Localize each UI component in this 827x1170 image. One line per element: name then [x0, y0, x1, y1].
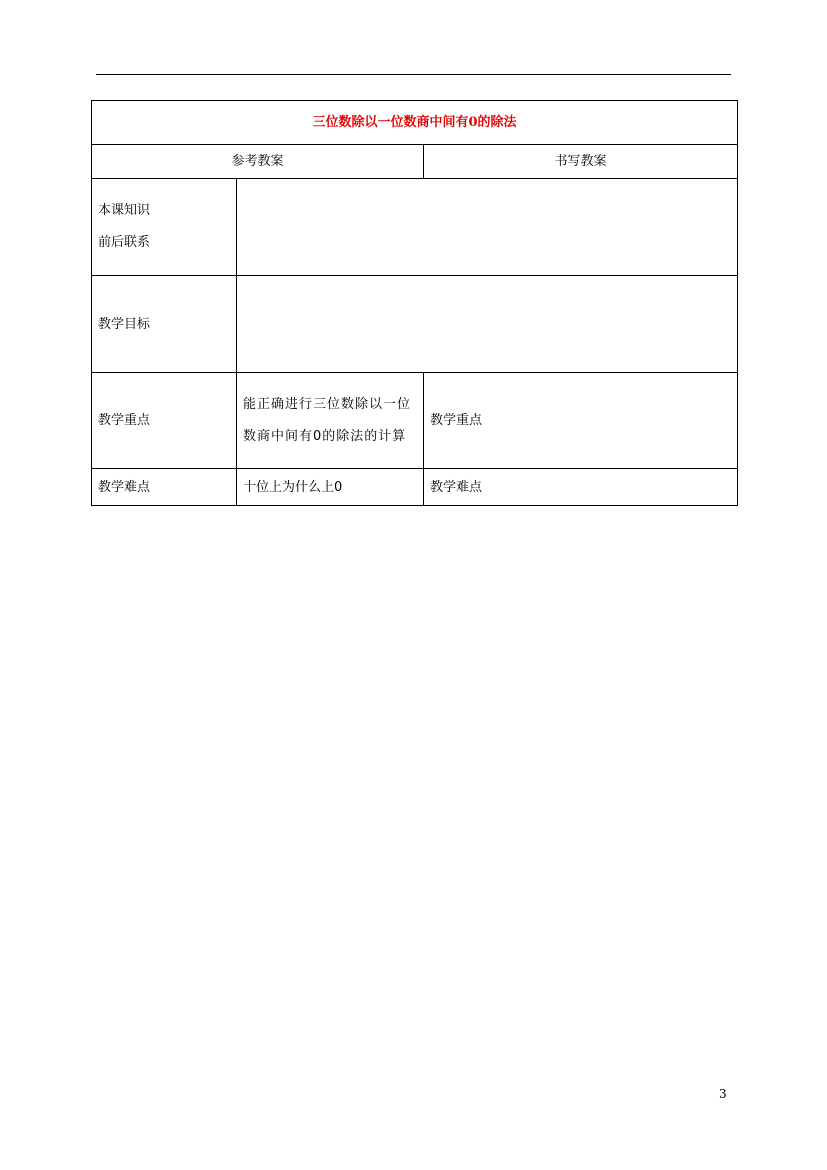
- writing-plan-header: 书写教案: [424, 145, 738, 179]
- table-row-key-points: [92, 373, 738, 469]
- row-label: 教学难点: [92, 469, 237, 506]
- table-row-difficult-points: [92, 469, 738, 506]
- reference-content: 能正确进行三位数除以一位数商中间有0的除法的计算: [237, 373, 424, 469]
- writing-content: 教学难点: [424, 469, 738, 506]
- row-content: [237, 276, 738, 373]
- row-label: [92, 179, 237, 276]
- lesson-plan-table: [91, 100, 738, 506]
- reference-plan-header: 参考教案: [92, 145, 424, 179]
- row-label-line: 本课知识: [98, 203, 151, 218]
- column-header-row: [92, 145, 738, 179]
- document-title: 三位数除以一位数商中间有0的除法: [92, 101, 738, 145]
- table-row-objectives: [92, 276, 738, 373]
- row-label: 教学目标: [92, 276, 237, 373]
- title-row: [92, 101, 738, 145]
- row-label-line: 前后联系: [98, 235, 151, 250]
- header-rule: [96, 74, 731, 75]
- writing-content: 教学重点: [424, 373, 738, 469]
- row-label: 教学重点: [92, 373, 237, 469]
- row-content: [237, 179, 738, 276]
- page-number: 3: [719, 1087, 727, 1101]
- table-row-knowledge-links: [92, 179, 738, 276]
- reference-content: 十位上为什么上0: [237, 469, 424, 506]
